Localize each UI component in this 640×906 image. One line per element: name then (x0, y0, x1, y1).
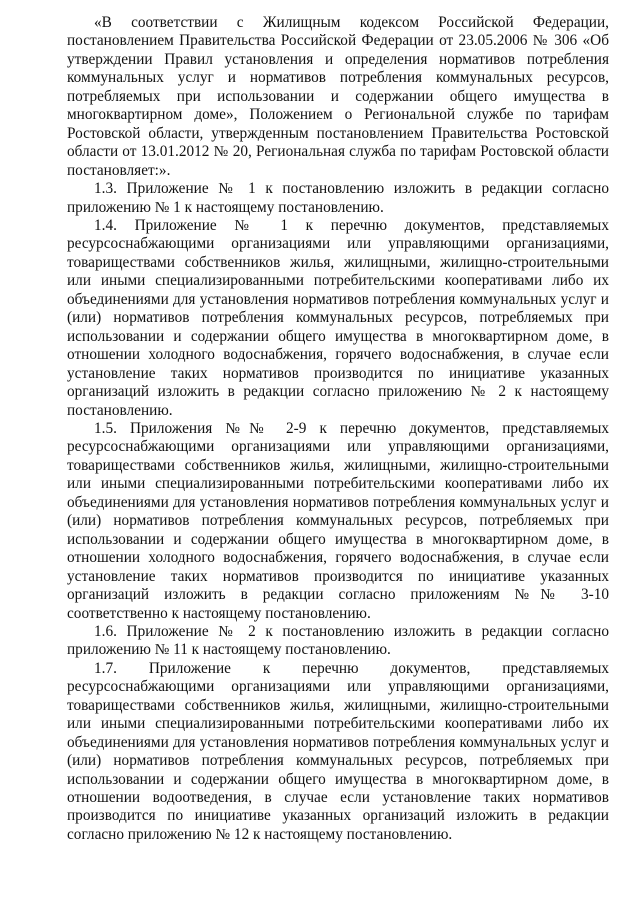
paragraph-preamble: «В соответствии с Жилищным кодексом Российской Федерации, постановлением Правительства Российской Федерации от 23.05.2006 № 306 «Об утверждении Правил установления и определения нормативов потребления коммунальных услуг и нормативов потребления коммунальных ресурсов, потребляемых при использовании и содержании общего имущества в многоквартирном доме», Положением о Региональной службе по тарифам Ростовской области, утвержденным постановлением Правительства Ростовской области от 13.01.2012 № 20, Региональная служба по тарифам Ростовской области постановляет:». (67, 14, 609, 179)
paragraph-1-7: 1.7. Приложение к перечню документов, представляемых ресурсоснабжающими организациями или управляющими организациями, товариществами собственников жилья, жилищными, жилищно-строительными или иными специализированными потребительскими кооперативами либо их объединениями для установления нормативов потребления коммунальных услуг и (или) нормативов потребления коммунальных ресурсов, потребляемых при использовании и содержании общего имущества в многоквартирном доме, в отношении водоотведения, в случае если установление таких нормативов производится по инициативе указанных организаций изложить в редакции согласно приложению № 12 к настоящему постановлению. (67, 659, 609, 843)
paragraph-1-3: 1.3. Приложение № 1 к постановлению изложить в редакции согласно приложению № 1 к настоящему постановлению. (67, 180, 609, 216)
paragraph-1-6: 1.6. Приложение № 2 к постановлению изложить в редакции согласно приложению № 11 к настоящему постановлению. (67, 622, 609, 659)
paragraph-1-5: 1.5. Приложения №№ 2-9 к перечню документов, представляемых ресурсоснабжающими организациями или управляющими организациями, товариществами собственников жилья, жилищными, жилищно-строительными или иными специализированными потребительскими кооперативами либо их объединениями для установления нормативов потребления коммунальных услуг и (или) нормативов потребления коммунальных ресурсов, потребляемых при использовании и содержании общего имущества в многоквартирном доме, в отношении холодного водоснабжения, горячего водоснабжения, в случае если установление таких нормативов производится по инициативе указанных организаций изложить в редакции согласно приложениям №№ 3-10 соответственно к настоящему постановлению. (67, 419, 609, 622)
paragraph-1-4: 1.4. Приложение № 1 к перечню документов, представляемых ресурсоснабжающими организациями или управляющими организациями, товариществами собственников жилья, жилищными, жилищно-строительными или иными специализированными потребительскими кооперативами либо их объединениями для установления нормативов потребления коммунальных услуг и (или) нормативов потребления коммунальных ресурсов, потребляемых при использовании и содержании общего имущества в многоквартирном доме, в отношении холодного водоснабжения, горячего водоснабжения, в случае если установление таких нормативов производится по инициативе указанных организаций изложить в редакции согласно приложению № 2 к настоящему постановлению. (67, 216, 609, 419)
document-page (67, 14, 609, 844)
